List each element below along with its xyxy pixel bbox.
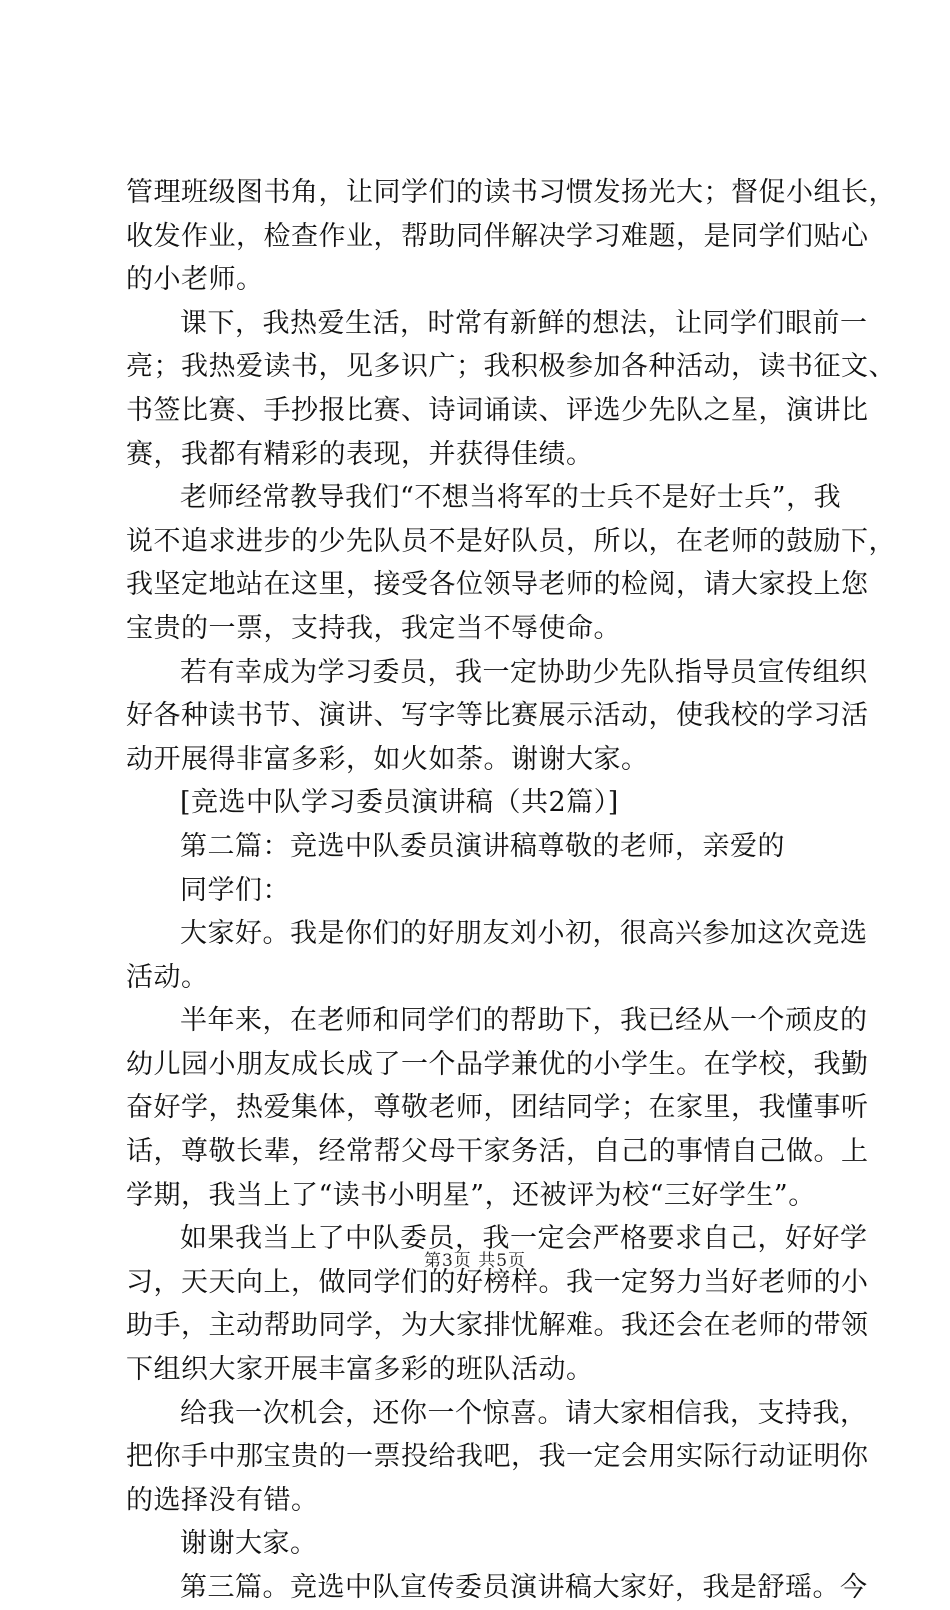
text-line: 活动。 bbox=[126, 961, 209, 993]
text-line: 好各种读书节、演讲、写字等比赛展示活动，使我校的学习活 bbox=[126, 700, 869, 732]
document-body bbox=[126, 171, 896, 1610]
text-line: 老师经常教导我们“不想当将军的士兵不是好士兵”，我 bbox=[180, 482, 842, 514]
text-line: 话，尊敬长辈，经常帮父母干家务活，自己的事情自己做。上 bbox=[126, 1136, 869, 1168]
text-line: 同学们： bbox=[180, 874, 290, 906]
text-line: 助手，主动帮助同学，为大家排忧解难。我还会在老师的带领 bbox=[126, 1310, 869, 1342]
text-line: 赛，我都有精彩的表现，并获得佳绩。 bbox=[126, 438, 594, 470]
text-line: 收发作业，检查作业，帮助同伴解决学习难题，是同学们贴心 bbox=[126, 220, 869, 252]
text-line: 课下，我热爱生活，时常有新鲜的想法，让同学们眼前一 bbox=[180, 307, 868, 339]
page-footer: 第3页 共5页 bbox=[423, 1251, 527, 1271]
text-line: 给我一次机会，还你一个惊喜。请大家相信我，支持我， bbox=[180, 1397, 868, 1429]
text-line: 书签比赛、手抄报比赛、诗词诵读、评选少先队之星，演讲比 bbox=[126, 394, 869, 426]
text-line: 我坚定地站在这里，接受各位领导老师的检阅，请大家投上您 bbox=[126, 569, 869, 601]
text-line: 奋好学，热爱集体，尊敬老师，团结同学；在家里，我懂事听 bbox=[126, 1092, 869, 1124]
text-line: 管理班级图书角，让同学们的读书习惯发扬光大；督促小组长， bbox=[126, 177, 896, 208]
text-line: 第二篇：竞选中队委员演讲稿尊敬的老师，亲爱的 bbox=[180, 830, 785, 862]
text-line: 的选择没有错。 bbox=[126, 1484, 319, 1516]
text-line: 第三篇。竞选中队宣传委员演讲稿大家好，我是舒瑶。今 bbox=[180, 1572, 868, 1603]
text-line: 的小老师。 bbox=[126, 264, 264, 296]
text-line: 若有幸成为学习委员，我一定协助少先队指导员宣传组织 bbox=[180, 656, 868, 688]
text-line: [竞选中队学习委员演讲稿（共2篇）] bbox=[180, 787, 619, 819]
text-line: 大家好。我是你们的好朋友刘小初，很高兴参加这次竞选 bbox=[180, 918, 868, 950]
text-line: 谢谢大家。 bbox=[180, 1528, 318, 1560]
text-line: 习，天天向上，做同学们的好榜样。我一定努力当好老师的小 bbox=[126, 1266, 869, 1298]
text-line: 下组织大家开展丰富多彩的班队活动。 bbox=[126, 1354, 594, 1386]
text-line: 亮；我热爱读书，见多识广；我积极参加各种活动，读书征文、 bbox=[126, 351, 896, 383]
text-line: 说不追求进步的少先队员不是好队员，所以，在老师的鼓励下， bbox=[126, 525, 896, 557]
text-line: 动开展得非富多彩，如火如荼。谢谢大家。 bbox=[126, 743, 649, 775]
text-line: 如果我当上了中队委员，我一定会严格要求自己，好好学 bbox=[180, 1223, 868, 1255]
text-line: 幼儿园小朋友成长成了一个品学兼优的小学生。在学校，我勤 bbox=[126, 1048, 869, 1080]
text-line: 宝贵的一票，支持我，我定当不辱使命。 bbox=[126, 612, 621, 644]
text-line: 半年来，在老师和同学们的帮助下，我已经从一个顽皮的 bbox=[180, 1005, 868, 1037]
text-line: 把你手中那宝贵的一票投给我吧，我一定会用实际行动证明你 bbox=[126, 1441, 869, 1473]
text-line: 学期，我当上了“读书小明星”，还被评为校“三好学生”。 bbox=[126, 1179, 816, 1211]
